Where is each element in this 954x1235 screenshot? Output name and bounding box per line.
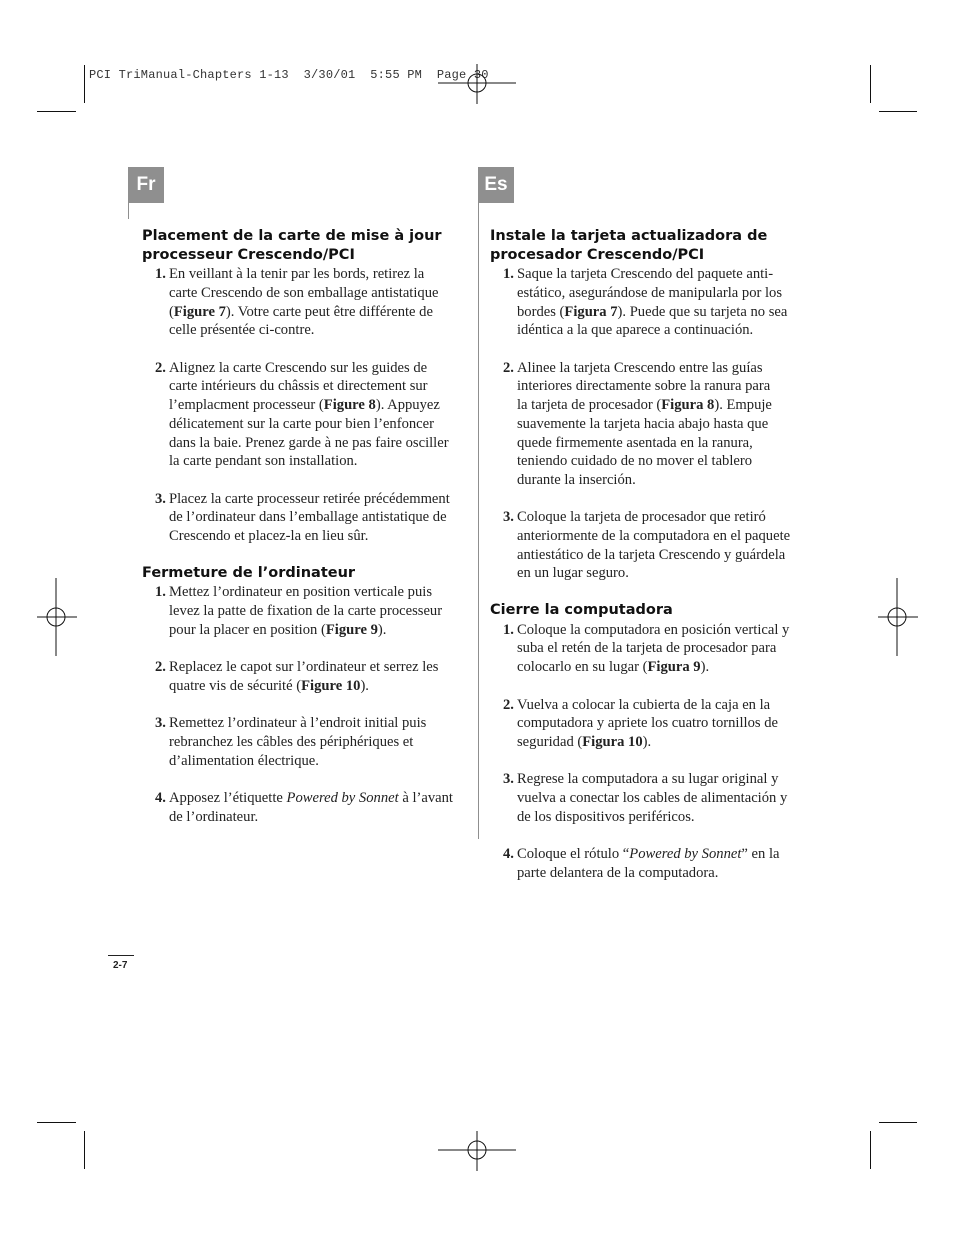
list-item: 1. En veillant à la tenir par les bords, retirez la carte Crescendo de son emballage antistatique (Figure 7). Votre carte peut être différente de celle présentée ci-contre. (155, 266, 439, 339)
list-item: 1. Mettez l’ordinateur en position verticale puis levez la patte de fixation de la carte processeur pour la placer en position (Figure 9). (155, 584, 443, 638)
column-rule (478, 203, 479, 839)
list-item: 1. Coloque la computadora en posición vertical y suba el retén de la tarjeta de procesador para colocarlo en su lugar (Figura 9). (503, 621, 790, 676)
page-number: 2-7 (113, 960, 128, 971)
list-item: 4. Coloque el rótulo “Powered by Sonnet” en la parte delantera de la computadora. (503, 846, 780, 881)
print-slug: PCI TriManual-Chapters 1-13 3/30/01 5:55 PM Page 30 (89, 68, 489, 82)
registration-mark-icon (37, 578, 77, 656)
list-item: 3. Coloque la tarjeta de procesador que retiró anteriormente de la computadora en el paquete antiestático de la tarjeta Crescendo y guárdela en un lugar seguro. (503, 509, 791, 582)
spanish-column (490, 227, 820, 883)
list-item: 2. Alinee la tarjeta Crescendo entre las guías interiores directamente sobre la ranura para la tarjeta de procesador (Figura 8). Empuje suavemente la tarjeta hacia abajo hasta que quede firmemente asentada en la ranura, teniendo cuidado de no mover el tablero durante la inserción. (503, 359, 772, 488)
list-item: 4. Apposez l’étiquette Powered by Sonnet à l’avant de l’ordinateur. (155, 789, 453, 825)
list-item: 2. Vuelva a colocar la cubierta de la caja en la computadora y apriete los cuatro tornillos de seguridad (Figura 10). (503, 696, 778, 750)
list-item: 2. Replacez le capot sur l’ordinateur et serrez les quatre vis de sécurité (Figure 10). (155, 659, 439, 694)
language-tab-es: Es (478, 167, 514, 203)
footer-rule (108, 955, 134, 956)
list-item: 1. Saque la tarjeta Crescendo del paquete anti- estático, asegurándose de manipularla por los bordes (Figura 7). Puede que su tarjeta no sea idéntica a la que aparece a continuación. (503, 266, 788, 339)
section-title: Cierre la computadora (490, 602, 673, 619)
french-column (142, 227, 462, 826)
column-rule (128, 203, 129, 219)
list-item: 3. Placez la carte processeur retirée précédemment de l’ordinateur dans l’emballage antistatique de Crescendo et placez-la en lieu sûr. (155, 490, 450, 544)
section-title: Placement de la carte de mise à jour processeur Crescendo/PCI (142, 228, 442, 263)
list-item: 3. Remettez l’ordinateur à l’endroit initial puis rebranchez les câbles des périphériques et d’alimentation électrique. (155, 715, 427, 769)
section-title: Fermeture de l’ordinateur (142, 564, 356, 581)
registration-mark-icon (438, 1131, 516, 1171)
registration-mark-icon (878, 578, 918, 656)
list-item: 3. Regrese la computadora a su lugar original y vuelva a conectar los cables de alimentación y de los dispositivos periféricos. (503, 771, 788, 825)
language-tab-fr: Fr (128, 167, 164, 203)
section-title: Instale la tarjeta actualizadora de procesador Crescendo/PCI (490, 228, 768, 263)
list-item: 2. Alignez la carte Crescendo sur les guides de carte intérieurs du châssis et directement sur l’emplacment processeur (Figure 8). Appuyez délicatement sur la carte pour bien l’enfoncer dans la baie. Prenez garde à ne pas faire osciller la carte pendant son installation. (155, 359, 449, 470)
registration-mark-icon (438, 64, 516, 104)
